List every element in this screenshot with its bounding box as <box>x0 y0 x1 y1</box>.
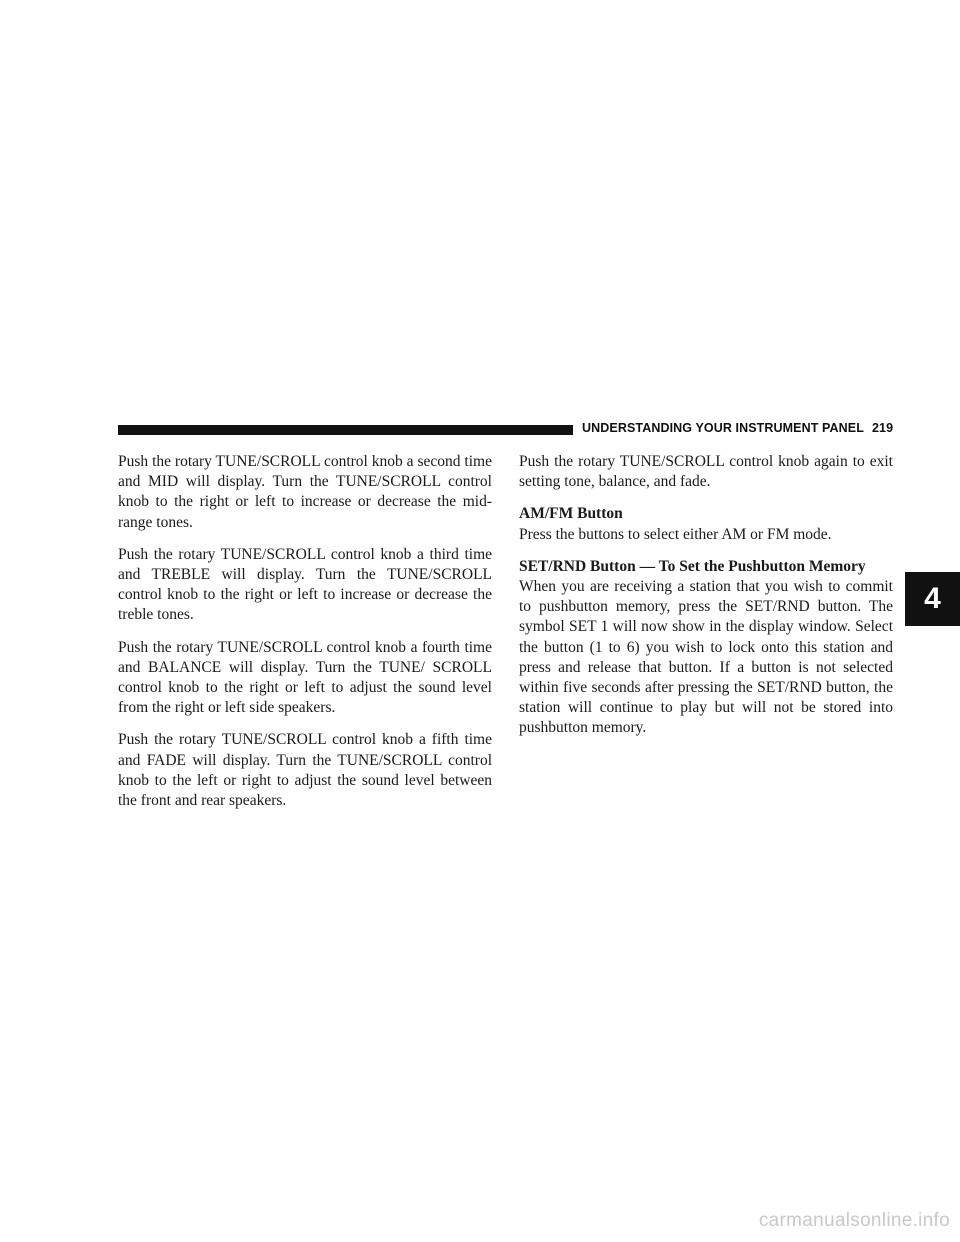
heading-amfm-button: AM/FM Button <box>519 505 623 523</box>
header-rule <box>118 425 573 435</box>
paragraph-fade: Push the rotary TUNE/SCROLL control knob a fifth time and FADE will display. Turn the TUNE/SCROLL control knob to the left or right to adjust the sound level between the front and rear speakers. <box>118 731 492 810</box>
section-tab: 4 <box>905 572 960 626</box>
paragraph-amfm: Press the buttons to select either AM or FM mode. <box>519 525 832 543</box>
right-column <box>519 452 893 751</box>
heading-setrnd-button: SET/RND Button — To Set the Pushbutton Memory <box>519 557 866 575</box>
paragraph-exit-setting: Push the rotary TUNE/SCROLL control knob again to exit setting tone, balance, and fade. <box>519 453 893 491</box>
left-column <box>118 452 492 823</box>
paragraph-setrnd: When you are receiving a station that you wish to commit to pushbutton memory, press the SET/RND button. The symbol SET 1 will now show in the display window. Select the button (1 to 6) you wish to lock onto this station and press and release that button. If a button is not selected within five seconds after pressing the SET/RND button, the station will continue to play but will not be stored into pushbutton memory. <box>519 578 893 737</box>
paragraph-balance: Push the rotary TUNE/SCROLL control knob a fourth time and BALANCE will display. Turn the TUNE/ SCROLL control knob to the right or left to adjust the sound level from the right or left side speakers. <box>118 638 492 717</box>
page-number: 219 <box>871 421 894 435</box>
watermark: carmanualsonline.info <box>758 1210 950 1231</box>
running-header <box>582 421 893 435</box>
paragraph-treble: Push the rotary TUNE/SCROLL control knob a third time and TREBLE will display. Turn the TUNE/SCROLL control knob to the right or left to increase or decrease the treble tones. <box>118 545 492 624</box>
section-title: UNDERSTANDING YOUR INSTRUMENT PANEL <box>582 421 864 435</box>
paragraph-mid: Push the rotary TUNE/SCROLL control knob a second time and MID will display. Turn the TUNE/SCROLL control knob to the right or left to increase or decrease the mid-range tones. <box>118 453 492 531</box>
